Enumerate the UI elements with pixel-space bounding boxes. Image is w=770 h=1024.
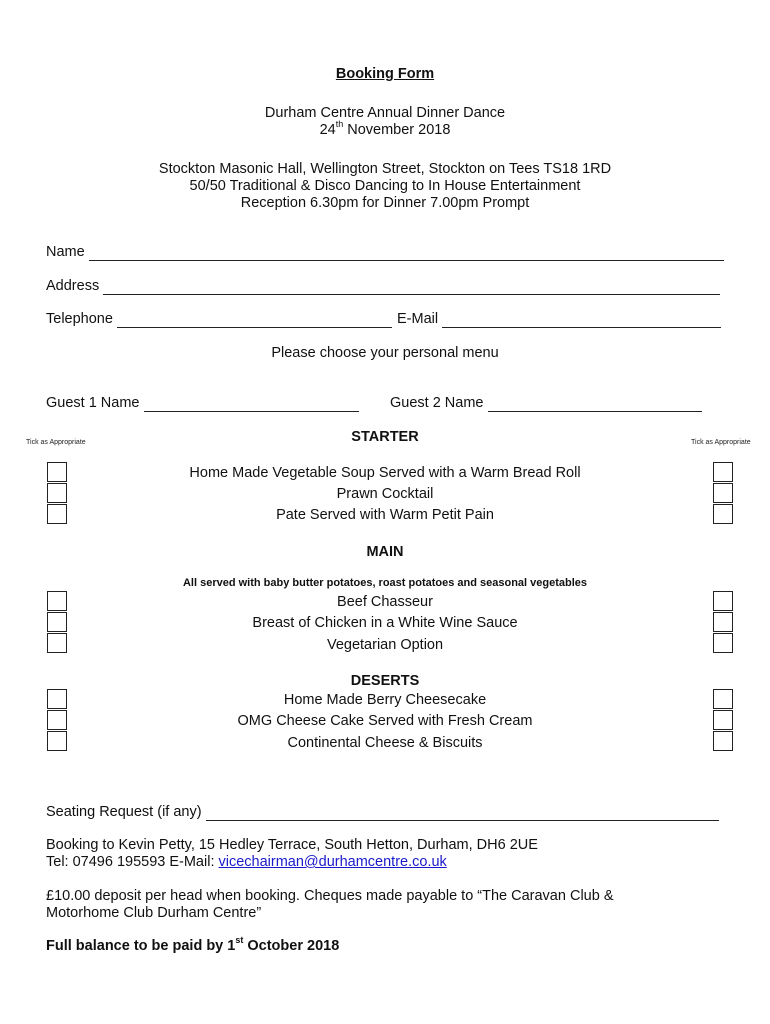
guest1-desert-checkbox[interactable] [47,689,67,709]
telephone-field[interactable] [46,311,392,328]
guest2-field[interactable] [390,395,702,412]
email-label: E-Mail [397,311,439,327]
guest2-starter-checkbox[interactable] [713,483,733,503]
main-item: Beef Chasseur [337,594,433,610]
starter-item: Home Made Vegetable Soup Served with a Warm Bread Roll [189,465,581,481]
starter-heading: STARTER [351,429,419,445]
guest2-starter-checkbox[interactable] [713,504,733,524]
event-name: Durham Centre Annual Dinner Dance [264,105,506,121]
balance-note: Full balance to be paid by 1st October 2018 [46,935,340,954]
main-heading: MAIN [366,544,404,560]
guest2-line[interactable] [488,398,703,412]
guest2-starter-checkbox[interactable] [713,462,733,482]
venue: Stockton Masonic Hall, Wellington Street, Stockton on Tees TS18 1RD [158,161,612,177]
deposit-line-1: £10.00 deposit per head when booking. Cheques made payable to “The Caravan Club & [46,888,614,904]
guest2-desert-checkbox[interactable] [713,689,733,709]
guest1-main-checkbox[interactable] [47,612,67,632]
telephone-line[interactable] [117,314,392,328]
guest2-desert-checkbox[interactable] [713,731,733,751]
email-link[interactable]: vicechairman@durhamcentre.co.uk [218,854,447,870]
entertainment: 50/50 Traditional & Disco Dancing to In House Entertainment [189,178,581,194]
name-label: Name [46,244,85,260]
guest1-main-checkbox[interactable] [47,633,67,653]
guest2-label: Guest 2 Name [390,395,484,411]
guest1-desert-checkbox[interactable] [47,710,67,730]
guest1-desert-checkbox[interactable] [47,731,67,751]
desert-item: Home Made Berry Cheesecake [283,692,487,708]
name-field[interactable] [46,244,724,261]
guest2-desert-checkbox[interactable] [713,710,733,730]
email-field[interactable] [397,311,721,328]
guest2-main-checkbox[interactable] [713,633,733,653]
guest1-main-checkbox[interactable] [47,591,67,611]
seating-line[interactable] [206,807,719,821]
main-item: Breast of Chicken in a White Wine Sauce [252,615,518,631]
email-line[interactable] [442,314,721,328]
seating-label: Seating Request (if any) [46,804,202,820]
starter-item: Pate Served with Warm Petit Pain [276,507,494,523]
form-title: Booking Form [335,66,435,82]
reception-time: Reception 6.30pm for Dinner 7.00pm Prompt [240,195,530,211]
booking-contact: Booking to Kevin Petty, 15 Hedley Terrace, South Hetton, Durham, DH6 2UE [46,837,538,853]
address-field[interactable] [46,278,720,295]
address-line[interactable] [103,281,720,295]
address-label: Address [46,278,100,294]
event-date: 24th November 2018 [319,119,451,138]
guest2-main-checkbox[interactable] [713,591,733,611]
guest1-starter-checkbox[interactable] [47,504,67,524]
guest1-line[interactable] [144,398,360,412]
name-line[interactable] [89,247,724,261]
tick-note-guest1: Tick as Appropriate [26,439,86,446]
guest2-main-checkbox[interactable] [713,612,733,632]
guest1-starter-checkbox[interactable] [47,462,67,482]
tel-text: Tel: 07496 195593 E-Mail: [46,854,219,870]
telephone-label: Telephone [46,311,113,327]
desert-item: OMG Cheese Cake Served with Fresh Cream [237,713,533,729]
deposit-line-2: Motorhome Club Durham Centre” [46,905,262,921]
deserts-heading: DESERTS [350,673,420,689]
main-note: All served with baby butter potatoes, roast potatoes and seasonal vegetables [182,577,588,589]
seating-field[interactable] [46,804,719,821]
desert-item: Continental Cheese & Biscuits [287,735,483,751]
main-item: Vegetarian Option [326,637,444,653]
starter-item: Prawn Cocktail [336,486,434,502]
tel-line [46,854,447,871]
guest1-label: Guest 1 Name [46,395,140,411]
guest1-field[interactable] [46,395,359,412]
guest1-starter-checkbox[interactable] [47,483,67,503]
menu-prompt: Please choose your personal menu [271,345,499,361]
tick-note-guest2: Tick as Appropriate [691,439,751,446]
